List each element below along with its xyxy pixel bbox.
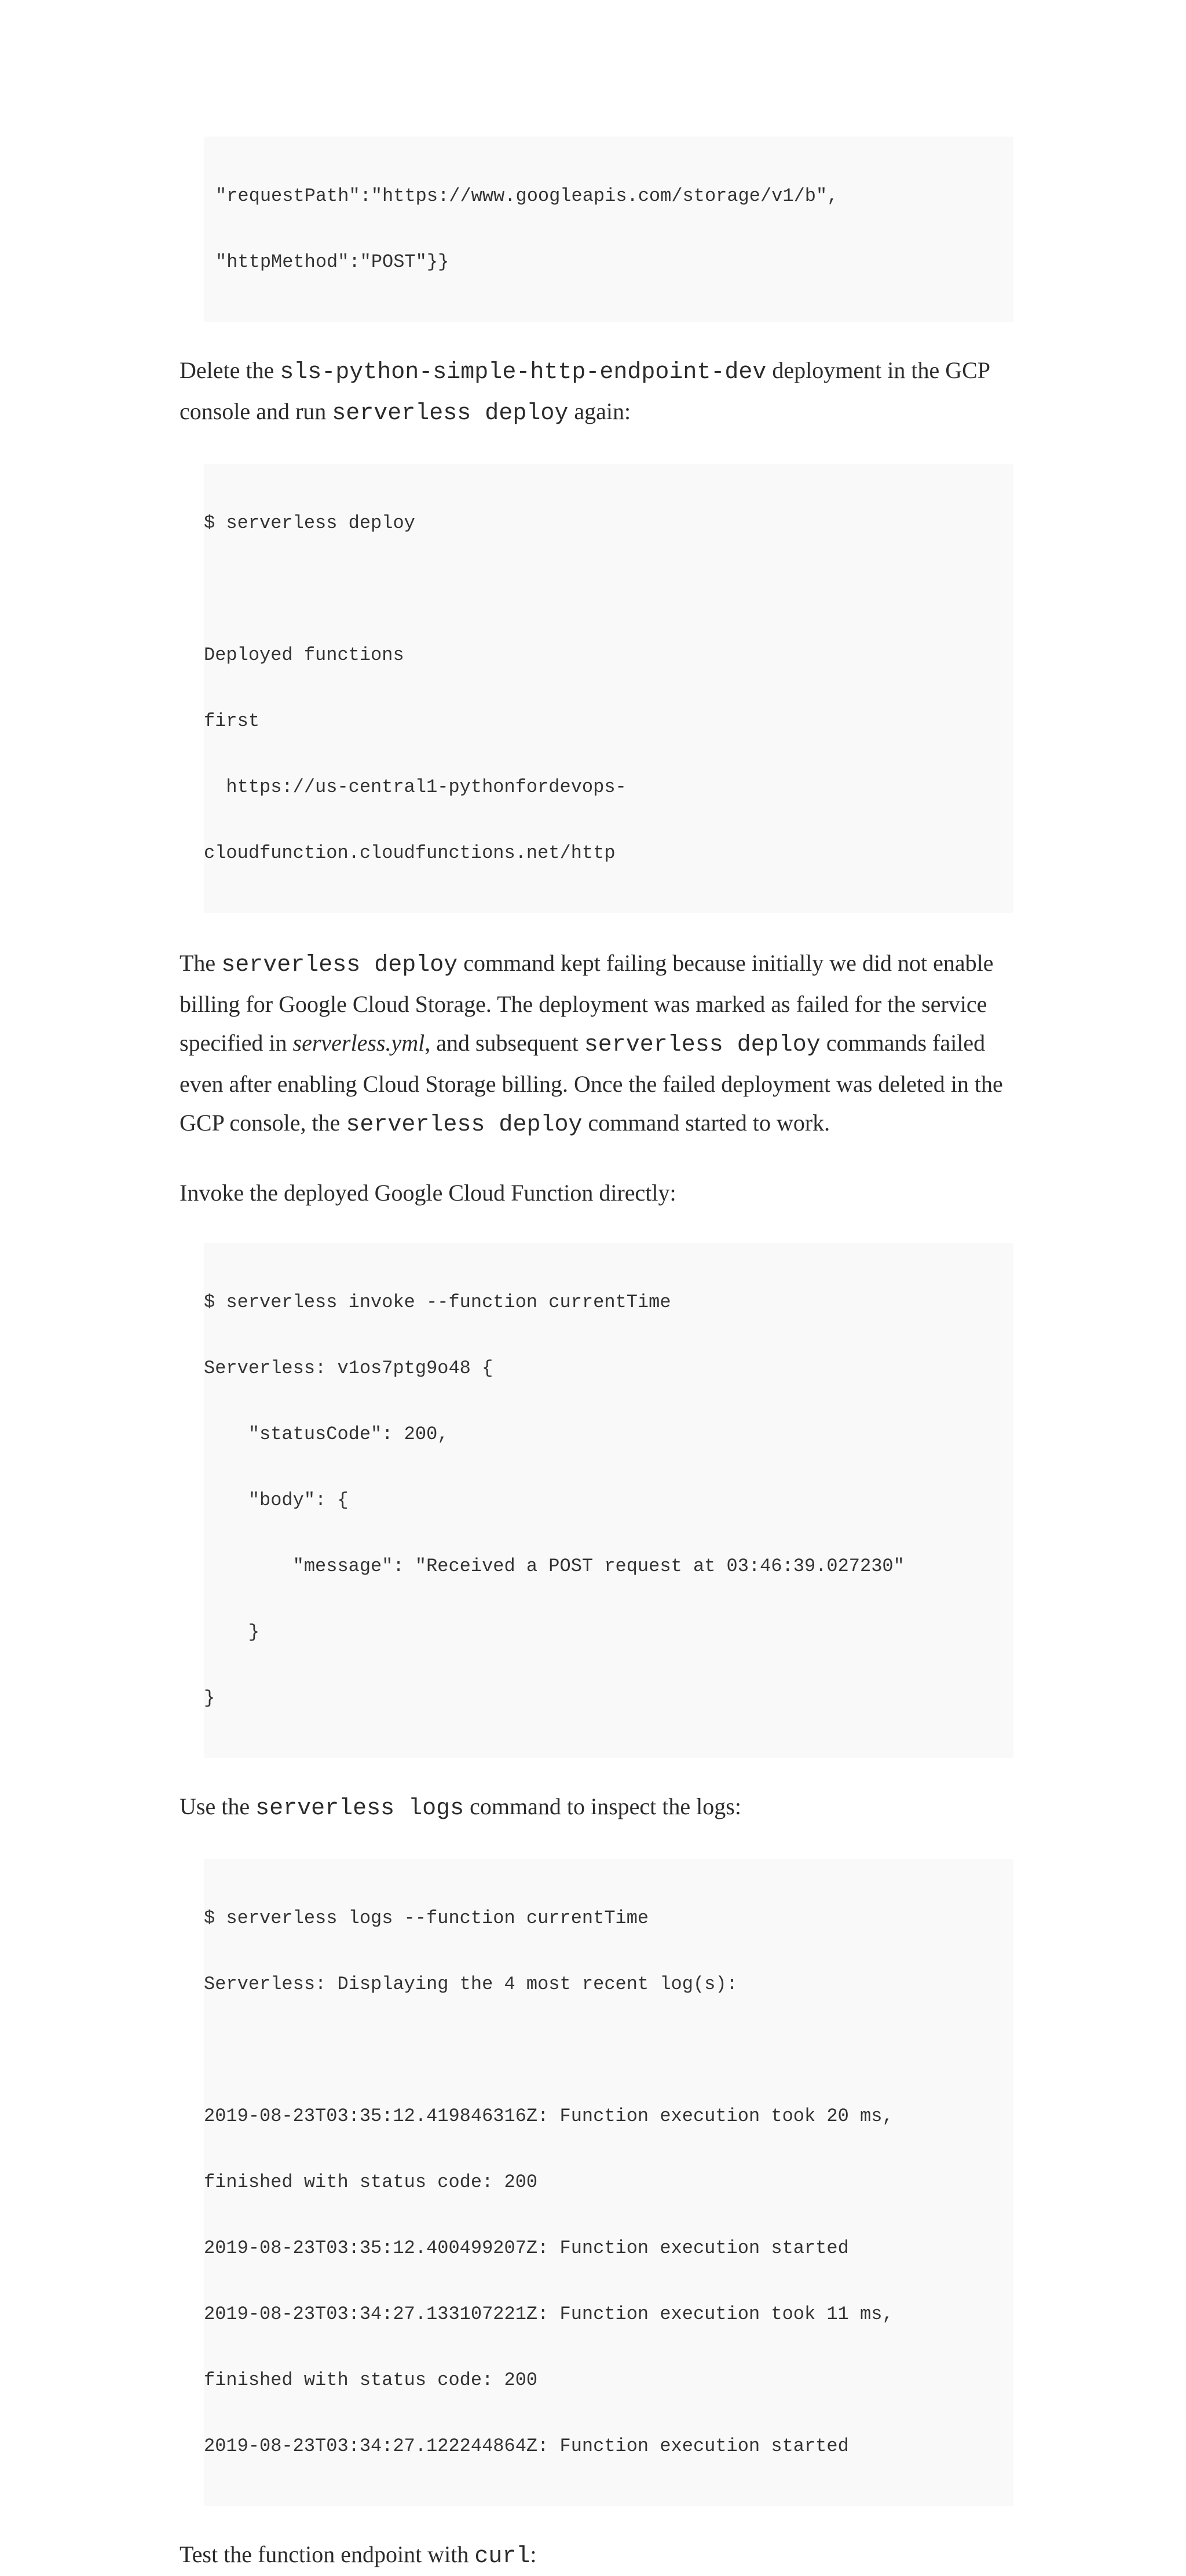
- code-line: cloudfunction.cloudfunctions.net/http: [204, 842, 616, 864]
- code-block-logs: [204, 1859, 1013, 2506]
- code-line: 2019-08-23T03:34:27.122244864Z: Function execution started: [204, 2435, 849, 2457]
- code-block-invoke: [204, 1243, 1013, 1758]
- code-line: $ serverless logs --function currentTime: [204, 1907, 649, 1929]
- code-line: "statusCode": 200,: [204, 1423, 449, 1445]
- code-line: "message": "Received a POST request at 03:46:39.027230": [204, 1555, 905, 1577]
- italic-filename: serverless.yml: [292, 1030, 425, 1056]
- code-line: }: [204, 1687, 215, 1709]
- inline-code-command: serverless deploy: [332, 401, 569, 427]
- text-run: :: [530, 2541, 537, 2567]
- text-run: The: [180, 950, 222, 976]
- code-block-deploy: [204, 464, 1013, 913]
- text-run: deployment in the GCP console and run: [180, 357, 990, 424]
- text-run: Delete the: [180, 357, 280, 383]
- code-line: https://us-central1-pythonfordevops-: [204, 776, 627, 798]
- code-line: "httpMethod":"POST"}}: [215, 251, 449, 273]
- text-run: command started to work.: [582, 1110, 830, 1136]
- text-run: command to inspect the logs:: [464, 1793, 741, 1819]
- code-line: [204, 2039, 1013, 2061]
- inline-code-command: serverless deploy: [346, 1112, 583, 1138]
- text-run: command kept failing because initially we did not enable billing for Google Cloud Storage. The deployment was marked as failed for the service specified in: [180, 950, 994, 1056]
- code-line: $ serverless invoke --function currentTime: [204, 1291, 671, 1313]
- text-run: Test the function endpoint with: [180, 2541, 475, 2567]
- code-line: }: [204, 1621, 260, 1643]
- inline-code-deployment-name: sls-python-simple-http-endpoint-dev: [280, 359, 767, 386]
- document-page: [180, 133, 1013, 2576]
- paragraph-delete-deployment: [180, 351, 1013, 433]
- code-line: $ serverless deploy: [204, 512, 415, 534]
- code-line: 2019-08-23T03:35:12.400499207Z: Function execution started: [204, 2237, 849, 2259]
- text-run: commands failed even after enabling Cloud Storage billing. Once the failed deployment was deleted in the GCP console, the: [180, 1030, 1003, 1136]
- code-line: [204, 578, 1013, 600]
- code-block-request: [204, 137, 1013, 322]
- paragraph-invoke: Invoke the deployed Google Cloud Function directly:: [180, 1180, 676, 1206]
- text-run: Use the: [180, 1793, 256, 1819]
- text-run: , and subsequent: [424, 1030, 584, 1056]
- code-line: finished with status code: 200: [204, 2369, 538, 2391]
- inline-code-command: serverless deploy: [221, 952, 458, 978]
- code-line: 2019-08-23T03:35:12.419846316Z: Function execution took 20 ms,: [204, 2105, 894, 2127]
- code-line: Deployed functions: [204, 644, 404, 666]
- code-line: finished with status code: 200: [204, 2171, 538, 2193]
- paragraph-logs: [180, 1787, 1013, 1828]
- code-line: Serverless: v1os7ptg9o48 {: [204, 1357, 493, 1379]
- paragraph-deploy-explanation: [180, 944, 1013, 1144]
- code-line: Serverless: Displaying the 4 most recent log(s):: [204, 1973, 738, 1995]
- inline-code-command: curl: [474, 2544, 530, 2570]
- code-line: first: [204, 710, 260, 732]
- text-run: again:: [568, 398, 631, 424]
- code-line: 2019-08-23T03:34:27.133107221Z: Function execution took 11 ms,: [204, 2303, 894, 2325]
- inline-code-command: serverless logs: [255, 1796, 464, 1822]
- code-line: "body": {: [204, 1489, 349, 1511]
- code-line: "requestPath":"https://www.googleapis.com/storage/v1/b",: [215, 185, 839, 207]
- paragraph-curl: [180, 2535, 1013, 2576]
- inline-code-command: serverless deploy: [584, 1032, 821, 1058]
